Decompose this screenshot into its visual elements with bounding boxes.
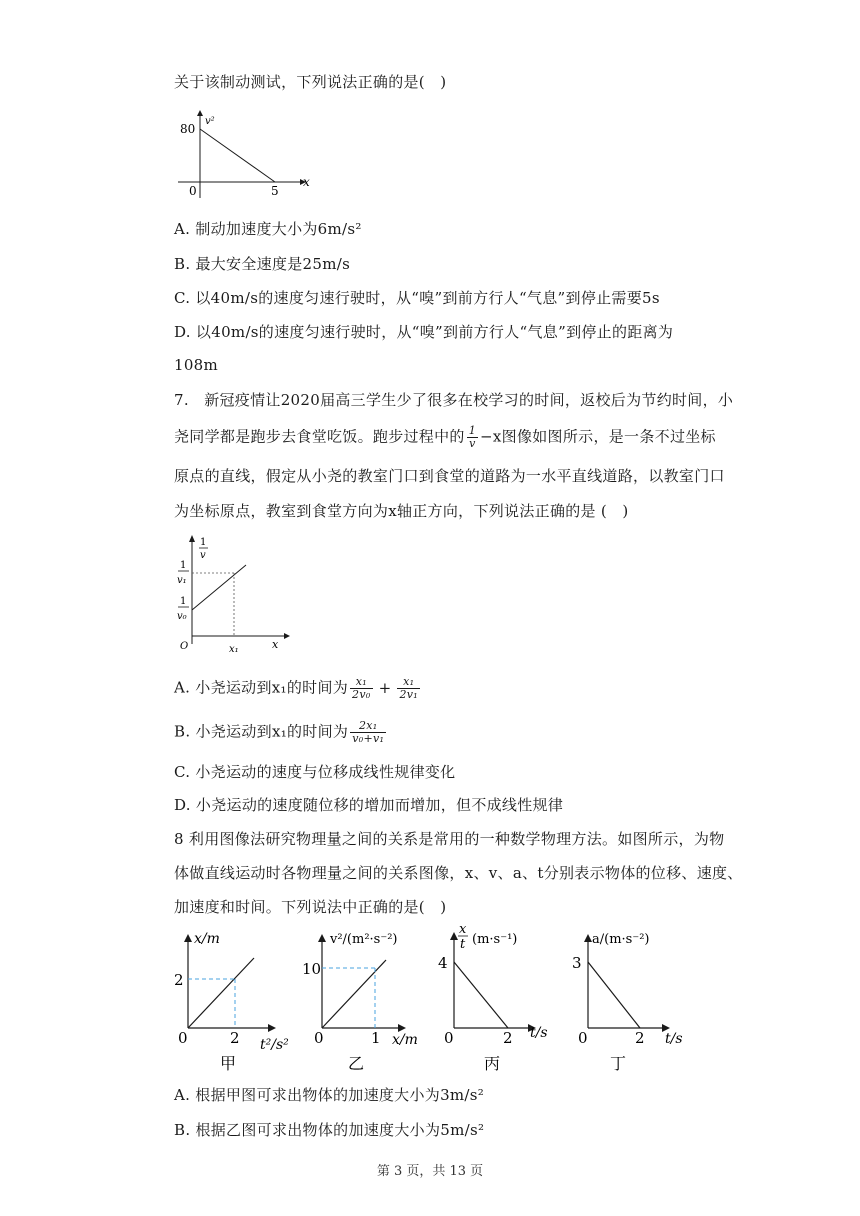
q7-option-c: C. 小尧运动的速度与位移成线性规律变化 bbox=[174, 763, 456, 781]
q8-graph-yi bbox=[300, 926, 430, 1076]
q8-graph-ding bbox=[568, 926, 698, 1076]
q6-graph-x-label: x bbox=[303, 175, 310, 189]
q8-jia-y-tick: 2 bbox=[174, 971, 184, 989]
q7-line-4: 为坐标原点，教室到食堂方向为x轴正方向，下列说法正确的是 ( ) bbox=[174, 502, 629, 520]
q8-option-b: B. 根据乙图可求出物体的加速度大小为5m/s² bbox=[174, 1121, 485, 1139]
q8-jia-origin: 0 bbox=[178, 1029, 188, 1047]
q8-yi-caption: 乙 bbox=[348, 1054, 365, 1073]
q7-graph-tick0-d: v₀ bbox=[177, 611, 187, 622]
q8-bing-y-unit: (m·s⁻¹) bbox=[472, 932, 518, 947]
q7-option-b-text: B. 小尧运动到x₁的时间为 bbox=[174, 722, 349, 741]
q7-graph-tick1-n: 1 bbox=[180, 560, 187, 571]
q7-graph-tick0-n: 1 bbox=[180, 596, 187, 607]
q8-bing-y-label-n: x bbox=[459, 922, 467, 937]
q6-graph-y-label: v² bbox=[205, 116, 215, 127]
q8-ding-y-label: a/(m·s⁻²) bbox=[592, 932, 650, 947]
q8-graph-bing bbox=[432, 920, 562, 1076]
q7-graph-origin: O bbox=[180, 641, 189, 652]
q6-option-a: A. 制动加速度大小为6m/s² bbox=[174, 220, 362, 238]
q6-stem: 关于该制动测试，下列说法正确的是( ) bbox=[174, 73, 447, 91]
q8-bing-y-label-d: t bbox=[460, 937, 466, 952]
q7-graph-tick1-d: v₁ bbox=[177, 575, 187, 586]
q6-option-c: C. 以40m/s的速度匀速行驶时，从“嗅”到前方行人“气息”到停止需要5s bbox=[174, 289, 660, 307]
q8-line-3: 加速度和时间。下列说法中正确的是( ) bbox=[174, 898, 447, 916]
q8-bing-y-tick: 4 bbox=[438, 954, 448, 972]
q8-ding-y-tick: 3 bbox=[572, 954, 582, 972]
q8-ding-caption: 丁 bbox=[610, 1054, 627, 1073]
q6-option-b: B. 最大安全速度是25m/s bbox=[174, 255, 351, 273]
q7-line-3: 原点的直线，假定从小尧的教室门口到食堂的道路为一水平直线道路，以教室门口 bbox=[174, 467, 725, 485]
q6-option-d: D. 以40m/s的速度匀速行驶时，从“嗅”到前方行人“气息”到停止的距离为 bbox=[174, 323, 674, 341]
q7-line-2-b: −x图像如图所示，是一条不过坐标 bbox=[480, 427, 716, 446]
q7-option-b bbox=[174, 720, 388, 745]
q7-line-2 bbox=[174, 425, 716, 450]
q7-option-a-text: A. 小尧运动到x₁的时间为 bbox=[174, 678, 349, 697]
q7-frac-1v: $\frac{1}{v}$ bbox=[468, 424, 477, 450]
q7-graph-x-label: x bbox=[272, 638, 279, 651]
q7-option-a bbox=[174, 676, 422, 701]
q6-graph bbox=[172, 110, 312, 200]
q8-yi-y-label: v²/(m²·s⁻²) bbox=[330, 932, 398, 947]
q7-line-1: 7. 新冠疫情让2020届高三学生少了很多在校学习的时间，返校后为节约时间，小 bbox=[174, 391, 734, 409]
q7-option-d: D. 小尧运动的速度随位移的增加而增加，但不成线性规律 bbox=[174, 796, 564, 814]
q7-option-b-frac: $\frac{\text{2x₁}}{\text{v₀+v₁}}$ bbox=[352, 719, 385, 745]
q7-option-a-plus: + bbox=[378, 678, 392, 697]
q7-option-a-frac1: $\frac{\text{x₁}}{\text{2v₀}}$ bbox=[352, 675, 371, 701]
q8-yi-y-tick: 10 bbox=[302, 960, 322, 978]
q8-option-a: A. 根据甲图可求出物体的加速度大小为3m/s² bbox=[174, 1086, 485, 1104]
q7-line-2-a: 尧同学都是跑步去食堂吃饭。跑步过程中的 bbox=[174, 427, 465, 446]
q8-graph-jia bbox=[170, 926, 300, 1076]
q8-ding-origin: 0 bbox=[578, 1029, 588, 1047]
q6-graph-y-tick: 80 bbox=[180, 122, 196, 136]
q8-yi-x-tick: 1 bbox=[371, 1029, 381, 1047]
q8-yi-origin: 0 bbox=[314, 1029, 324, 1047]
q8-jia-y-label: x/m bbox=[194, 931, 220, 947]
q7-graph-y-label-d: v bbox=[200, 550, 206, 561]
q6-graph-x-tick: 5 bbox=[271, 184, 279, 198]
q8-bing-caption: 丙 bbox=[484, 1054, 501, 1073]
q8-yi-x-label: x/m bbox=[392, 1032, 418, 1048]
page-footer: 第 3 页，共 13 页 bbox=[376, 1164, 484, 1179]
q8-bing-origin: 0 bbox=[444, 1029, 454, 1047]
q8-ding-x-label: t/s bbox=[665, 1031, 683, 1047]
q7-graph bbox=[172, 532, 297, 660]
q8-bing-x-label: t/s bbox=[530, 1025, 548, 1041]
q8-ding-x-tick: 2 bbox=[635, 1029, 645, 1047]
q8-jia-x-label: t²/s² bbox=[260, 1037, 289, 1053]
q8-jia-caption: 甲 bbox=[220, 1054, 237, 1073]
q7-graph-y-label-n: 1 bbox=[200, 537, 207, 548]
q8-jia-x-tick: 2 bbox=[230, 1029, 240, 1047]
q6-graph-origin: 0 bbox=[189, 184, 197, 198]
q7-graph-x-tick: x₁ bbox=[229, 644, 239, 655]
q8-line-2: 体做直线运动时各物理量之间的关系图像，x、v、a、t分别表示物体的位移、速度、 bbox=[174, 864, 743, 882]
q8-bing-x-tick: 2 bbox=[503, 1029, 513, 1047]
q7-option-a-frac2: $\frac{\text{x₁}}{\text{2v₁}}$ bbox=[399, 675, 418, 701]
q8-line-1: 8 利用图像法研究物理量之间的关系是常用的一种数学物理方法。如图所示，为物 bbox=[174, 830, 725, 848]
q6-option-d-cont: 108m bbox=[174, 356, 219, 374]
